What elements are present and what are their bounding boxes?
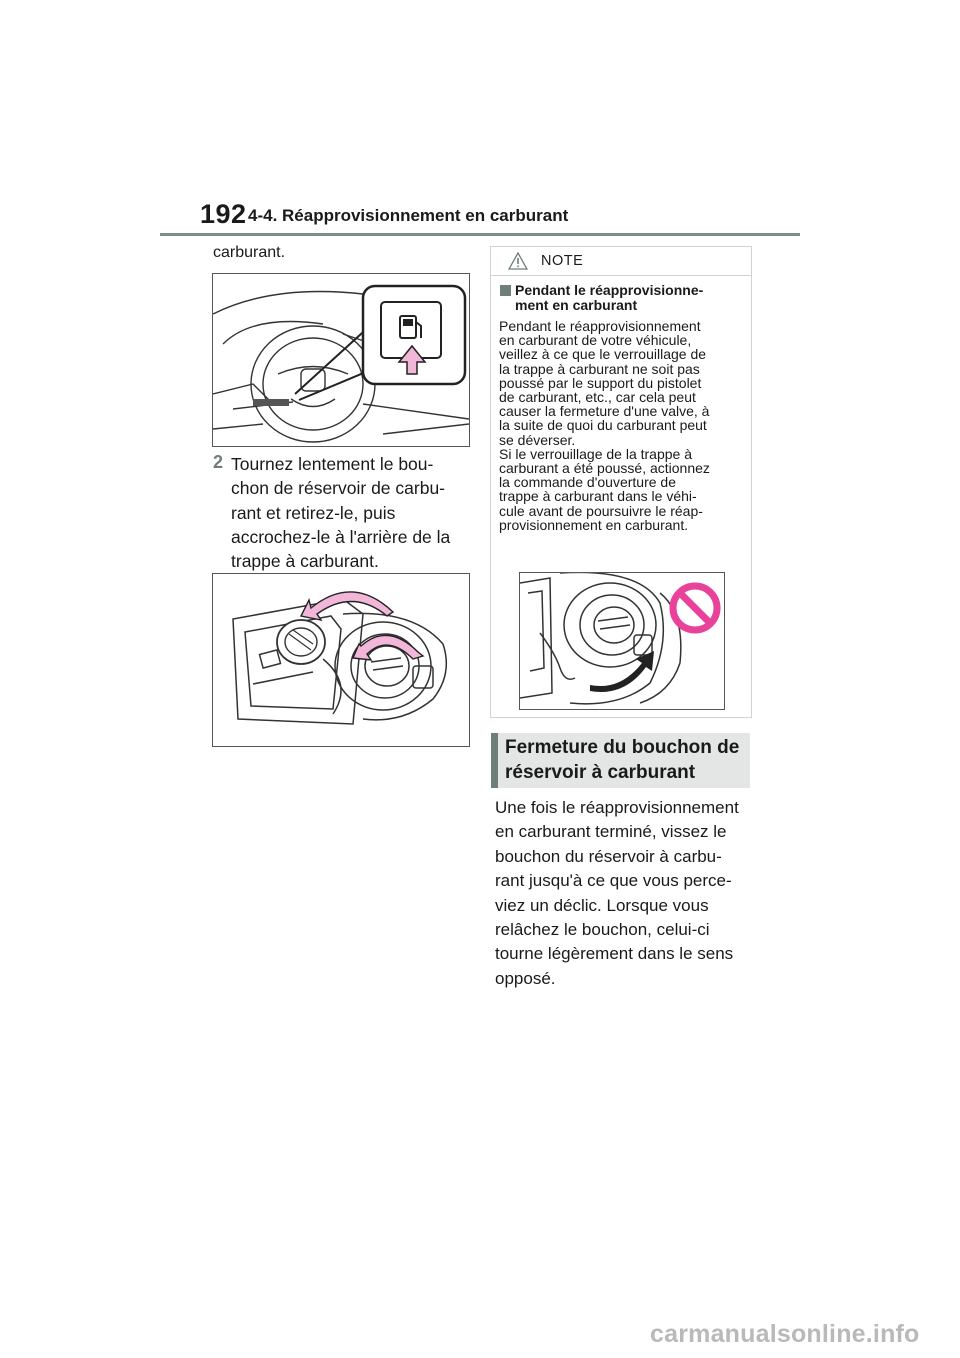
subsection-header xyxy=(491,733,750,788)
subsection-title: Fermeture du bouchon de réservoir à carburant xyxy=(505,737,740,783)
note-body: Pendant le réapprovisionnement en carburant de votre véhicule, veillez à ce que le verrouillage de la trappe à carburant ne soit pas poussé par le support du pistolet de carburant, etc., car cela peut causer la fermeture d'une valve, à la suite de quoi du carburant peut se déverser. Si le verrouillage de la trappe à carburant a été poussé, actionnez la commande d'ouverture de trappe à carburant dans le véhi- cule avant de poursuivre le réap- provisionnement en carburant. xyxy=(499,318,710,533)
step-number: 2 xyxy=(213,452,224,472)
section-title: 4-4. Réapprovisionnement en carburant xyxy=(248,206,569,225)
warning-triangle-icon xyxy=(508,252,528,270)
continued-text: carburant. xyxy=(213,244,286,261)
header-rule xyxy=(160,233,800,236)
subsection-body: Une fois le réapprovisionnement en carburant terminé, vissez le bouchon du réservoir à carbu- rant jusqu'à ce que vous perce- viez un déclic. Lorsque vous relâchez le bouchon, celui-ci tourne légèrement dans le sens opposé. xyxy=(495,798,739,988)
fuel-door-prohibited-illustration xyxy=(519,572,725,710)
prohibited-icon xyxy=(673,586,717,630)
step-text: Tournez lentement le bou- chon de réservoir de carbu- rant et retirez-le, puis accrochez-le à l'arrière de la trappe à carburant. xyxy=(231,454,451,572)
note-heading-text: Pendant le réapprovisionne- ment en carburant xyxy=(515,282,704,313)
square-bullet-icon xyxy=(500,285,511,296)
dashboard-fuel-opener-illustration xyxy=(212,273,470,447)
push-arrow-icon-2 xyxy=(590,651,654,692)
watermark: carmanualsonline.info xyxy=(650,1320,920,1348)
note-label: NOTE xyxy=(541,253,584,269)
fuel-door-illustration-svg xyxy=(520,573,724,709)
fuel-cap-removal-illustration xyxy=(212,573,470,747)
dashboard-illustration-svg xyxy=(213,274,469,446)
note-header xyxy=(491,247,751,276)
page-number: 192 xyxy=(200,199,247,229)
subsection-accent-bar xyxy=(491,733,498,788)
fuel-cap-illustration-svg xyxy=(213,574,469,746)
